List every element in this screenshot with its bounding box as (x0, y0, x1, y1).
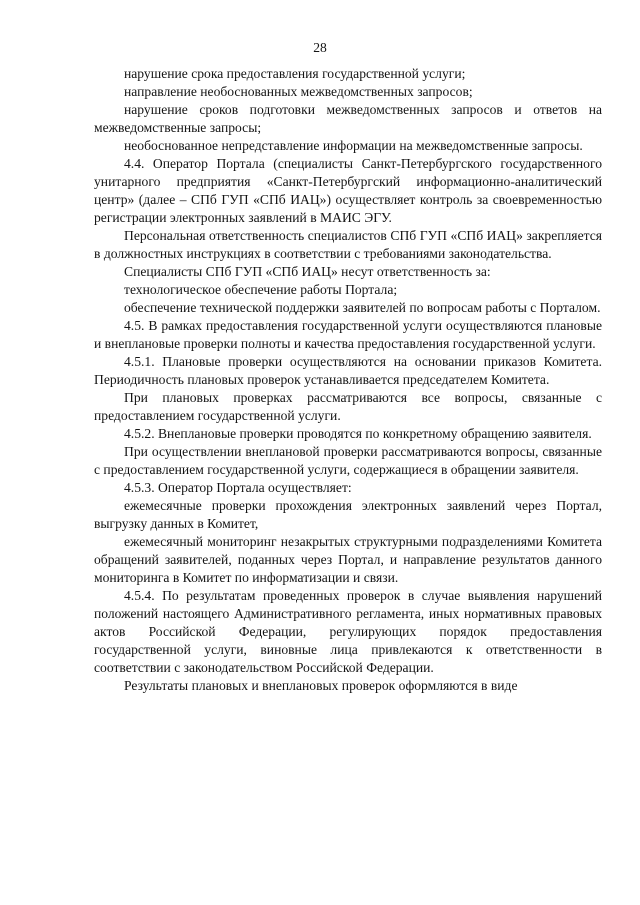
section-4-4: 4.4. Оператор Портала (специалисты Санкт-Петербургского государственного унитарного предприятия «Санкт-Петербургский информационно-аналитический центр» (далее – СПб ГУП «СПб ИАЦ») осуществляет контроль за своевременностью регистрации электронных заявлений в МАИС ЭГУ. (94, 156, 602, 225)
list-item: ежемесячные проверки прохождения электронных заявлений через Портал, выгрузку данных в Комитет, (94, 498, 602, 531)
section-4-5-2: 4.5.2. Внеплановые проверки проводятся по конкретному обращению заявителя. (124, 426, 592, 441)
page-number: 28 (313, 40, 327, 55)
paragraph: Специалисты СПб ГУП «СПб ИАЦ» несут ответственность за: (124, 264, 491, 279)
paragraph: нарушение срока предоставления государственной услуги; (124, 66, 466, 81)
list-item: обеспечение технической поддержки заявителей по вопросам работы с Порталом. (124, 300, 601, 315)
section-4-5: 4.5. В рамках предоставления государственной услуги осуществляются плановые и внеплановые проверки полноты и качества предоставления государственной услуги. (94, 318, 602, 351)
paragraph: Персональная ответственность специалистов СПб ГУП «СПб ИАЦ» закрепляется в должностных инструкциях в соответствии с требованиями законодательства. (94, 228, 602, 261)
paragraph: направление необоснованных межведомственных запросов; (124, 84, 473, 99)
list-item: технологическое обеспечение работы Портала; (124, 282, 398, 297)
paragraph: необоснованное непредставление информации на межведомственные запросы. (124, 138, 583, 153)
section-4-5-1: 4.5.1. Плановые проверки осуществляются на основании приказов Комитета. Периодичность плановых проверок устанавливается председателем Комитета. (94, 354, 602, 387)
section-4-5-4: 4.5.4. По результатам проведенных проверок в случае выявления нарушений положений настоящего Административного регламента, иных нормативных правовых актов Российской Федерации, регулирующих порядок предоставления государственной услуги, виновные лица привлекаются к ответственности в соответствии с законодательством Российской Федерации. (94, 588, 602, 675)
document-body (94, 65, 602, 695)
section-4-5-3: 4.5.3. Оператор Портала осуществляет: (124, 480, 352, 495)
paragraph: При осуществлении внеплановой проверки рассматриваются вопросы, связанные с предоставлением государственной услуги, содержащиеся в обращении заявителя. (94, 444, 602, 477)
paragraph: нарушение сроков подготовки межведомственных запросов и ответов на межведомственные запросы; (94, 102, 602, 135)
paragraph: При плановых проверках рассматриваются все вопросы, связанные с предоставлением государственной услуги. (94, 390, 602, 423)
list-item: ежемесячный мониторинг незакрытых структурными подразделениями Комитета обращений заявителей, поданных через Портал, и направление результатов данного мониторинга в Комитет по информатизации и связи. (94, 534, 602, 585)
paragraph: Результаты плановых и внеплановых проверок оформляются в виде (124, 678, 518, 693)
